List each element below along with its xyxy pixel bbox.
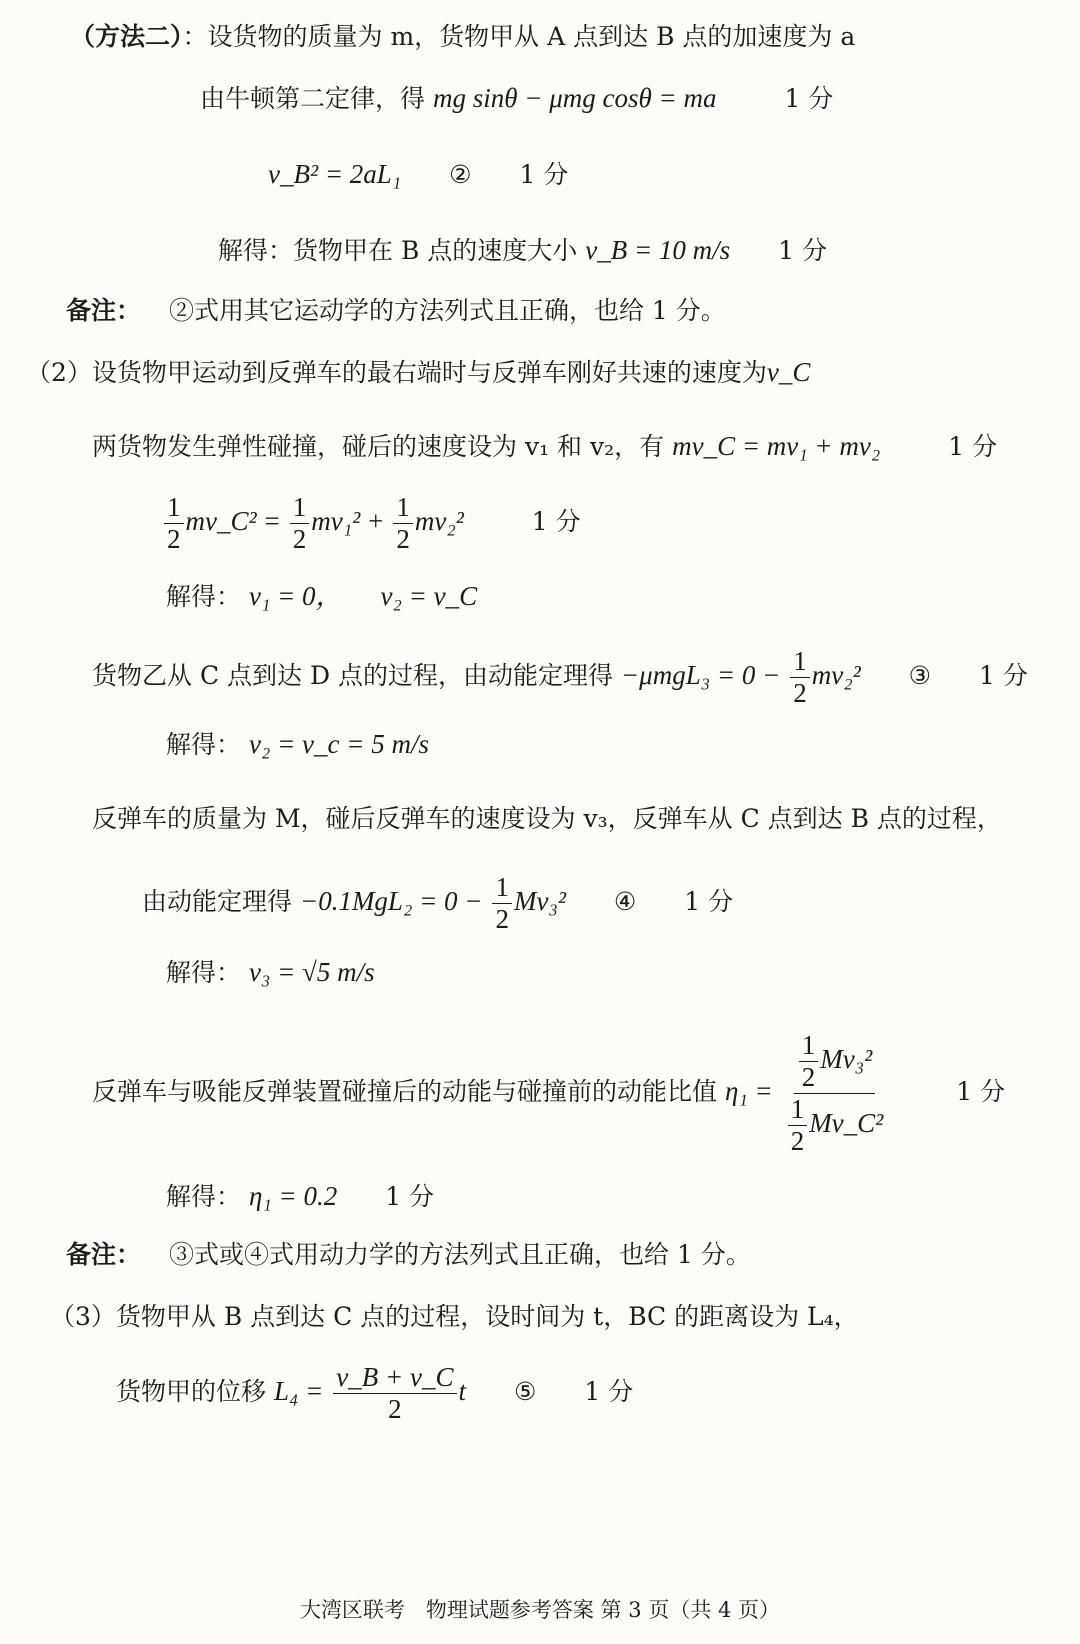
cargo-b-score: 1 分 (979, 661, 1028, 691)
note-two (66, 1240, 751, 1270)
momentum-score: 1 分 (948, 432, 998, 461)
energy-equation-line: $\frac{1}{2}$ mv_C² = $\frac{1}{2}$ mv₁² + $\frac{1}{2}$ mv₂² 1 分 (162, 492, 581, 555)
energy-score: 1 分 (531, 507, 581, 537)
newton-equation: mg sinθ − μmg cosθ = ma (432, 83, 717, 113)
momentum-equation: mv_C = mv₁ + mv₂ (672, 431, 881, 461)
note-one-label: 备注： (66, 296, 142, 325)
solve-two-label: 解得： (166, 730, 242, 759)
half-fraction: $\frac{1}{2}$ (290, 492, 310, 555)
half-fraction: $\frac{1}{2}$ (492, 872, 512, 935)
part-three-intro-text: （3）货物甲从 B 点到达 C 点的过程，设时间为 t，BC 的距离设为 L₄， (50, 1302, 859, 1331)
result-vb-equation: v_B = 10 m/s (585, 235, 731, 265)
ratio-fraction (783, 1030, 887, 1157)
cargo-b-equation: −μmgL₃ = 0 − (620, 660, 781, 691)
collision-text: 两货物发生弹性碰撞，碰后的速度设为 v₁ 和 v₂，有 (92, 432, 665, 461)
newton-score: 1 分 (784, 84, 834, 113)
solve-one-line (166, 580, 477, 612)
displacement-score: 1 分 (584, 1377, 634, 1407)
part-two-intro-text: （2）设货物甲运动到反弹车的最右端时与反弹车刚好共速的速度为 (26, 358, 767, 387)
kinematics-marker: ② (449, 160, 472, 189)
car-energy-line (142, 872, 733, 935)
solve-three-label: 解得： (166, 958, 242, 987)
ratio-denominator: Mv_C² (809, 1108, 884, 1139)
cargo-b-line (92, 646, 1028, 709)
cargo-b-tail: mv₂² (811, 660, 861, 691)
ratio-text: 反弹车与吸能反弹装置碰撞后的动能与碰撞前的动能比值 (92, 1077, 718, 1107)
half-fraction: $\frac{1}{2}$ (799, 1030, 819, 1093)
part-two-intro-var: v_C (766, 357, 811, 387)
solve-four-label: 解得： (166, 1182, 242, 1211)
car-energy-prefix: 由动能定理得 (142, 887, 293, 917)
note-one-text: ②式用其它运动学的方法列式且正确，也给 1 分。 (168, 296, 726, 325)
method-two-text: ：设货物的质量为 m，货物甲从 A 点到达 B 点的加速度为 a (182, 22, 856, 51)
note-two-label: 备注： (66, 1240, 142, 1269)
displacement-line (116, 1362, 633, 1425)
car-intro-line (92, 804, 1002, 834)
ratio-lhs: η₁ = (724, 1076, 773, 1107)
result-vb-text: 解得：货物甲在 B 点的速度大小 (218, 236, 578, 265)
note-one (66, 296, 726, 326)
displacement-text: 货物甲的位移 (116, 1377, 267, 1407)
newton-prefix: 由牛顿第二定律，得 (200, 84, 426, 113)
half-fraction: $\frac{1}{2}$ (790, 646, 810, 709)
ratio-numerator: Mv₃² (820, 1044, 873, 1075)
energy-term-1: mv₁² (311, 506, 361, 537)
collision-line (92, 430, 997, 462)
solve-two-equation: v₂ = v_c = 5 m/s (248, 729, 430, 759)
result-vb-score: 1 分 (778, 236, 828, 265)
half-fraction: $\frac{1}{2}$ (164, 492, 184, 555)
ratio-line (92, 1030, 1005, 1157)
kinematics-score: 1 分 (519, 160, 569, 189)
displacement-fraction: $\frac{v\_B + v\_C}{2}$ (333, 1362, 456, 1425)
displacement-lhs: L₄ = (273, 1376, 324, 1407)
displacement-marker: ⑤ (513, 1377, 537, 1407)
kinematics-line (268, 158, 568, 190)
car-intro-text: 反弹车的质量为 M，碰后反弹车的速度设为 v₃，反弹车从 C 点到达 B 点的过程， (92, 804, 1002, 833)
car-energy-score: 1 分 (684, 887, 734, 917)
energy-term-2: mv₂² (414, 506, 464, 537)
displacement-tail: t (458, 1376, 467, 1407)
half-fraction: $\frac{1}{2}$ (788, 1094, 808, 1157)
half-fraction: $\frac{1}{2}$ (393, 492, 413, 555)
energy-term-c: mv_C² (185, 506, 257, 537)
method-two-label: （方法二） (70, 22, 183, 51)
solve-four-line (166, 1180, 434, 1212)
solve-one-label: 解得： (166, 582, 242, 611)
solve-four-equation: η₁ = 0.2 (248, 1181, 338, 1211)
newton-law-line (200, 82, 833, 114)
car-energy-marker: ④ (613, 887, 637, 917)
part-three-intro (50, 1302, 859, 1332)
ratio-score: 1 分 (956, 1077, 1006, 1107)
result-vb-line (218, 234, 827, 266)
solve-three-equation: v₃ = √5 m/s (248, 957, 375, 987)
car-energy-equation: −0.1MgL₂ = 0 − (299, 886, 483, 917)
solve-three-line (166, 956, 375, 988)
solve-four-score: 1 分 (385, 1182, 435, 1211)
solve-two-line (166, 728, 429, 760)
method-two-line (70, 22, 855, 52)
solve-one-b: v₂ = v_C (380, 581, 478, 611)
cargo-b-marker: ③ (908, 661, 932, 691)
note-two-text: ③式或④式用动力学的方法列式且正确，也给 1 分。 (168, 1240, 751, 1269)
part-two-intro (26, 356, 810, 388)
page-footer: 大湾区联考 物理试题参考答案 第 3 页（共 4 页） (299, 1598, 781, 1622)
solve-one-a: v₁ = 0， (248, 581, 343, 611)
car-energy-tail: Mv₃² (513, 886, 566, 917)
cargo-b-text: 货物乙从 C 点到达 D 点的过程，由动能定理得 (92, 661, 613, 691)
kinematics-equation: v_B² = 2aL₁ (268, 159, 402, 189)
